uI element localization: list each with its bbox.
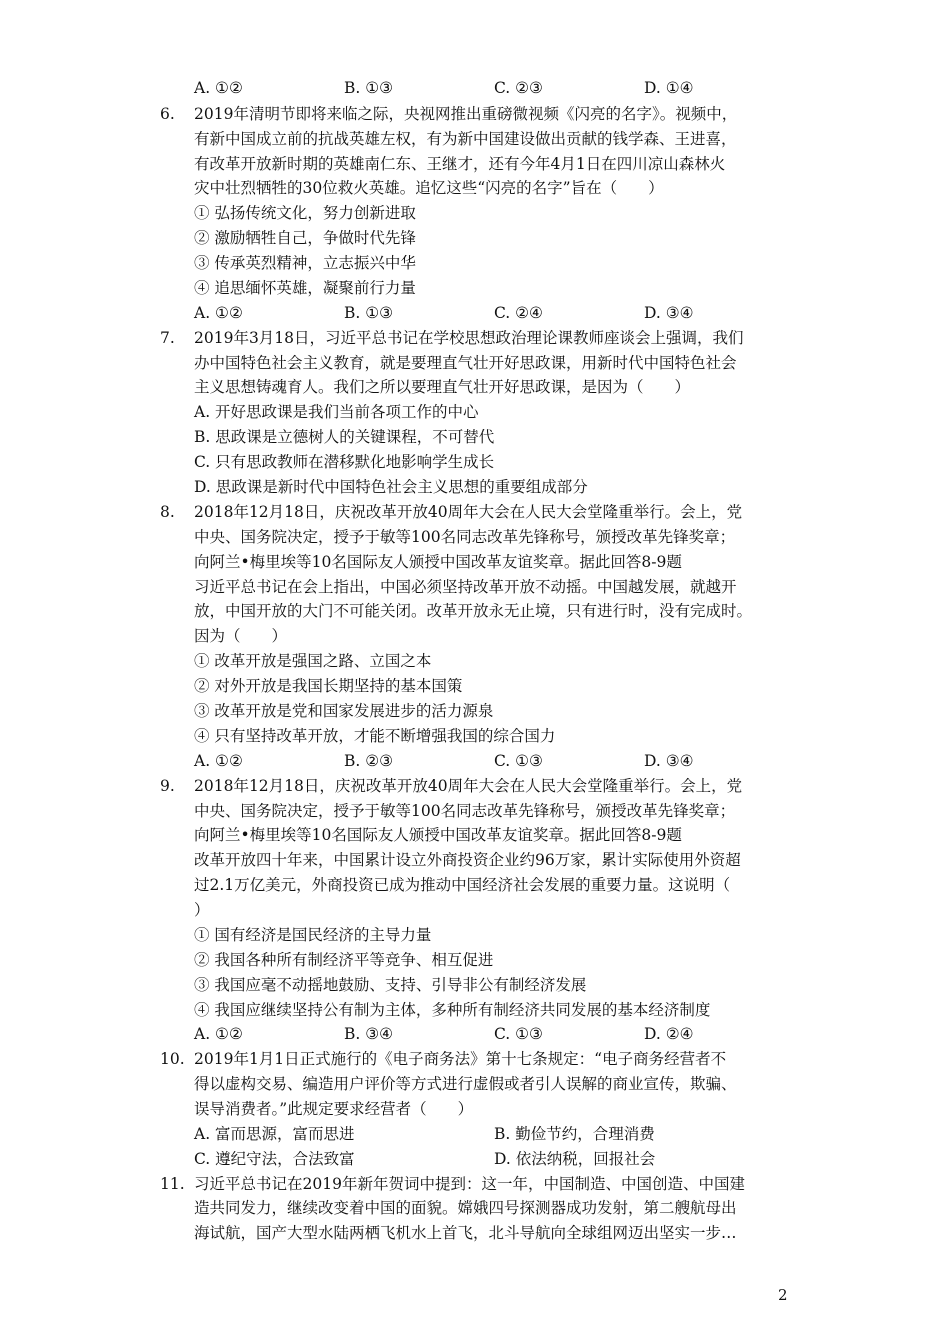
q5-option-d: D. ①④ (644, 79, 694, 97)
q9-statement-1: ① 国有经济是国民经济的主导力量 (194, 926, 432, 944)
q6-stem-line: 灾中壮烈牺牲的30位救火英雄。追忆这些“闪亮的名字”旨在（ ） (194, 179, 664, 197)
q11-stem-line: 习近平总书记在2019年新年贺词中提到：这一年，中国制造、中国创造、中国建 (194, 1175, 745, 1193)
q9-stem-line: ） (194, 901, 210, 919)
q9-option-b: B. ③④ (344, 1025, 394, 1043)
q6-option-b: B. ①③ (344, 304, 394, 322)
q8-number: 8. (160, 503, 175, 521)
q7-option-d: D. 思政课是新时代中国特色社会主义思想的重要组成部分 (194, 478, 588, 496)
q6-stem-line: 2019年清明节即将来临之际，央视网推出重磅微视频《闪亮的名字》。视频中， (194, 105, 738, 123)
q10-stem-line: 误导消费者。”此规定要求经营者（ ） (194, 1100, 474, 1118)
q10-stem-line: 得以虚构交易、编造用户评价等方式进行虚假或者引人误解的商业宣传，欺骗、 (194, 1075, 737, 1093)
q7-stem-line: 主义思想铸魂育人。我们之所以要理直气壮开好思政课，是因为（ ） (194, 378, 691, 396)
q10-options-row-2 (194, 1148, 754, 1170)
q8-stem-line: 习近平总书记在会上指出，中国必须坚持改革开放不动摇。中国越发展，就越开 (194, 578, 737, 596)
q10-stem-line: 2019年1月1日正式施行的《电子商务法》第十七条规定：“电子商务经营者不 (194, 1050, 727, 1068)
q8-option-c: C. ①③ (494, 752, 543, 770)
q5-option-a: A. ①② (194, 79, 243, 97)
q7-stem-line: 2019年3月18日，习近平总书记在学校思想政治理论课教师座谈会上强调，我们 (194, 329, 744, 347)
q8-statement-2: ② 对外开放是我国长期坚持的基本国策 (194, 677, 463, 695)
q8-option-d: D. ③④ (644, 752, 694, 770)
q9-number: 9. (160, 777, 175, 795)
page-number: 2 (778, 1286, 788, 1304)
q5-options (194, 77, 754, 99)
q9-statement-4: ④ 我国应继续坚持公有制为主体，多种所有制经济共同发展的基本经济制度 (194, 1001, 711, 1019)
q9-stem-line: 过2.1万亿美元，外商投资已成为推动中国经济社会发展的重要力量。这说明（ (194, 876, 731, 894)
q9-statement-2: ② 我国各种所有制经济平等竞争、相互促进 (194, 951, 494, 969)
q10-option-d: D. 依法纳税，回报社会 (494, 1150, 656, 1168)
q5-option-c: C. ②③ (494, 79, 543, 97)
q7-option-c: C. 只有思政教师在潜移默化地影响学生成长 (194, 453, 495, 471)
q8-statement-1: ① 改革开放是强国之路、立国之本 (194, 652, 432, 670)
q7-option-b: B. 思政课是立德树人的关键课程，不可替代 (194, 428, 495, 446)
q7-option-a: A. 开好思政课是我们当前各项工作的中心 (194, 403, 479, 421)
q6-statement-2: ② 激励牺牲自己，争做时代先锋 (194, 229, 416, 247)
q8-statement-3: ③ 改革开放是党和国家发展进步的活力源泉 (194, 702, 494, 720)
q6-statement-3: ③ 传承英烈精神，立志振兴中华 (194, 254, 416, 272)
q8-options (194, 750, 754, 772)
q8-stem-line: 2018年12月18日，庆祝改革开放40周年大会在人民大会堂隆重举行。会上，党 (194, 503, 743, 521)
q5-option-b: B. ①③ (344, 79, 394, 97)
q10-option-b: B. 勤俭节约，合理消费 (494, 1125, 655, 1143)
q6-statement-1: ① 弘扬传统文化，努力创新进取 (194, 204, 416, 222)
q9-option-d: D. ②④ (644, 1025, 694, 1043)
q10-options-row-1 (194, 1123, 754, 1145)
q8-statement-4: ④ 只有坚持改革开放，才能不断增强我国的综合国力 (194, 727, 556, 745)
q9-option-a: A. ①② (194, 1025, 243, 1043)
q8-stem-line: 向阿兰•梅里埃等10名国际友人颁授中国改革友谊奖章。据此回答8-9题 (194, 553, 682, 571)
q6-option-a: A. ①② (194, 304, 243, 322)
q9-options (194, 1023, 754, 1045)
q11-stem-line: 海试航，国产大型水陆两栖飞机水上首飞，北斗导航向全球组网迈出坚实一步… (194, 1224, 737, 1242)
q11-stem-line: 造共同发力，继续改变着中国的面貌。嫦娥四号探测器成功发射，第二艘航母出 (194, 1199, 737, 1217)
q11-number: 11. (160, 1175, 185, 1193)
q9-option-c: C. ①③ (494, 1025, 543, 1043)
q8-option-b: B. ②③ (344, 752, 394, 770)
q9-stem-line: 改革开放四十年来，中国累计设立外商投资企业约96万家，累计实际使用外资超 (194, 851, 741, 869)
q9-stem-line: 中央、国务院决定，授予于敏等100名同志改革先锋称号，颁授改革先锋奖章； (194, 802, 736, 820)
q10-number: 10. (160, 1050, 185, 1068)
q9-stem-line: 向阿兰•梅里埃等10名国际友人颁授中国改革友谊奖章。据此回答8-9题 (194, 826, 682, 844)
q7-stem-line: 办中国特色社会主义教育，就是要理直气壮开好思政课，用新时代中国特色社会 (194, 354, 737, 372)
q6-stem-line: 有新中国成立前的抗战英雄左权，有为新中国建设做出贡献的钱学森、王进喜， (194, 130, 737, 148)
q6-stem-line: 有改革开放新时期的英雄南仁东、王继才，还有今年4月1日在四川凉山森林火 (194, 155, 726, 173)
q8-stem-line: 放，中国开放的大门不可能关闭。改革开放永无止境，只有进行时，没有完成时。 (194, 602, 753, 620)
q8-stem-line: 因为（ ） (194, 627, 288, 645)
q6-number: 6. (160, 105, 175, 123)
q6-options (194, 302, 754, 324)
q10-option-a: A. 富而思源，富而思进 (194, 1125, 355, 1143)
q9-statement-3: ③ 我国应毫不动摇地鼓励、支持、引导非公有制经济发展 (194, 976, 587, 994)
q6-option-c: C. ②④ (494, 304, 543, 322)
q7-number: 7. (160, 329, 175, 347)
q8-stem-line: 中央、国务院决定，授予于敏等100名同志改革先锋称号，颁授改革先锋奖章； (194, 528, 736, 546)
q9-stem-line: 2018年12月18日，庆祝改革开放40周年大会在人民大会堂隆重举行。会上，党 (194, 777, 743, 795)
q8-option-a: A. ①② (194, 752, 243, 770)
q6-statement-4: ④ 追思缅怀英雄，凝聚前行力量 (194, 279, 416, 297)
q10-option-c: C. 遵纪守法，合法致富 (194, 1150, 355, 1168)
q6-option-d: D. ③④ (644, 304, 694, 322)
